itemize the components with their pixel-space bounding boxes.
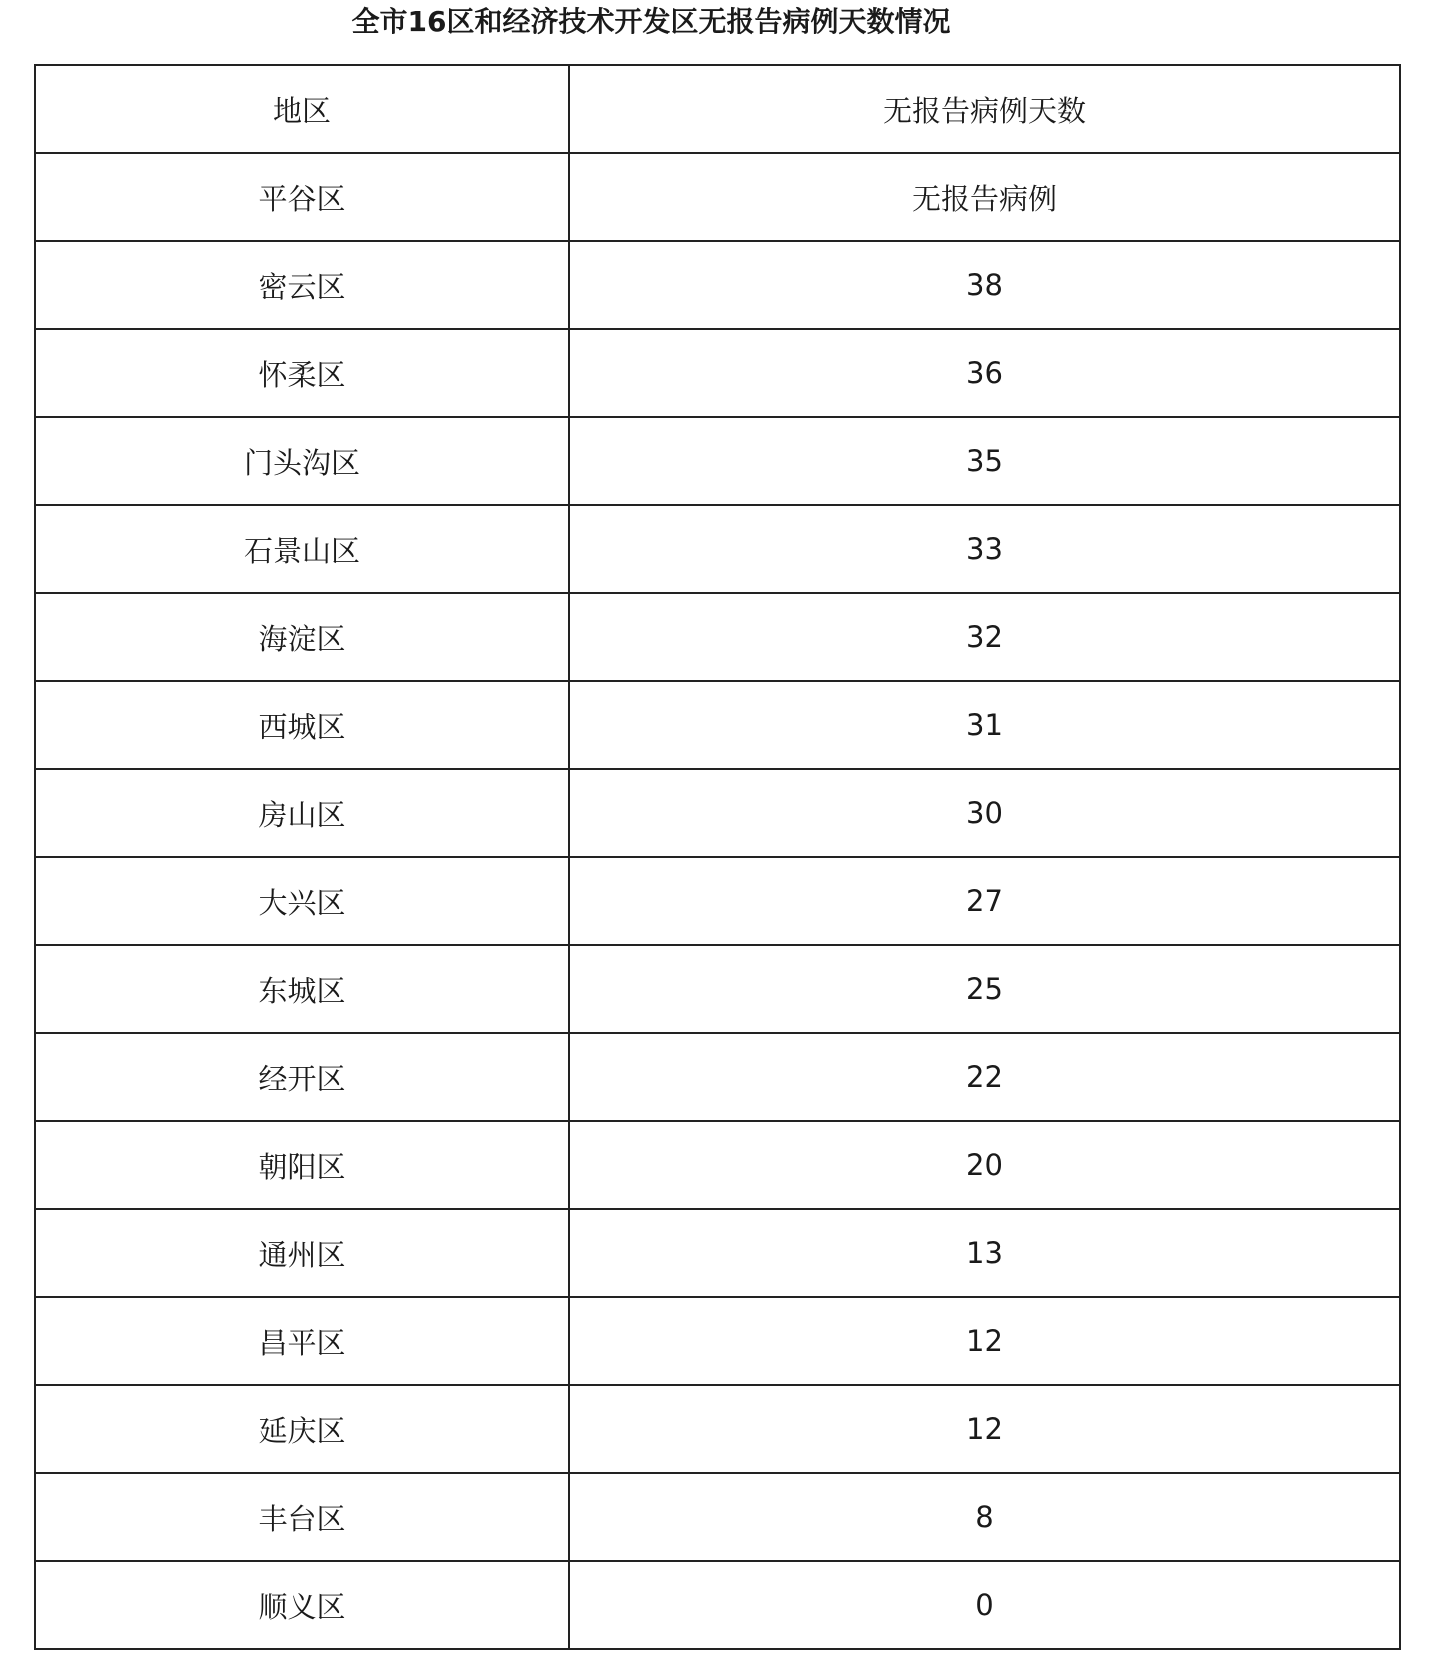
cell-region: 房山区 xyxy=(35,769,569,857)
cell-days: 38 xyxy=(569,241,1400,329)
table-header-row xyxy=(35,65,1400,153)
table-row xyxy=(35,241,1400,329)
cell-region: 平谷区 xyxy=(35,153,569,241)
data-table xyxy=(34,64,1401,1650)
table-row xyxy=(35,1033,1400,1121)
cell-region: 延庆区 xyxy=(35,1385,569,1473)
table-row xyxy=(35,1121,1400,1209)
cell-region: 丰台区 xyxy=(35,1473,569,1561)
cell-region: 西城区 xyxy=(35,681,569,769)
table-row xyxy=(35,945,1400,1033)
cell-days: 8 xyxy=(569,1473,1400,1561)
cell-days: 30 xyxy=(569,769,1400,857)
cell-region: 怀柔区 xyxy=(35,329,569,417)
cell-region: 门头沟区 xyxy=(35,417,569,505)
table-row xyxy=(35,1209,1400,1297)
cell-days: 12 xyxy=(569,1297,1400,1385)
page-title: 全市16区和经济技术开发区无报告病例天数情况 xyxy=(351,5,951,38)
table-row xyxy=(35,1561,1400,1649)
cell-region: 石景山区 xyxy=(35,505,569,593)
cell-days: 32 xyxy=(569,593,1400,681)
cell-region: 朝阳区 xyxy=(35,1121,569,1209)
table-row xyxy=(35,505,1400,593)
cell-days: 35 xyxy=(569,417,1400,505)
table-row xyxy=(35,1473,1400,1561)
table-row xyxy=(35,593,1400,681)
cell-days: 无报告病例 xyxy=(569,153,1400,241)
cell-days: 25 xyxy=(569,945,1400,1033)
table-body xyxy=(35,65,1400,1649)
cell-days: 22 xyxy=(569,1033,1400,1121)
cell-days: 36 xyxy=(569,329,1400,417)
table-row xyxy=(35,769,1400,857)
table-row xyxy=(35,153,1400,241)
table-row xyxy=(35,329,1400,417)
cell-days: 0 xyxy=(569,1561,1400,1649)
table-row xyxy=(35,1297,1400,1385)
header-cell-days: 无报告病例天数 xyxy=(569,65,1400,153)
cell-region: 通州区 xyxy=(35,1209,569,1297)
cell-region: 经开区 xyxy=(35,1033,569,1121)
cell-region: 东城区 xyxy=(35,945,569,1033)
header-cell-region: 地区 xyxy=(35,65,569,153)
cell-region: 大兴区 xyxy=(35,857,569,945)
cell-days: 27 xyxy=(569,857,1400,945)
cell-region: 顺义区 xyxy=(35,1561,569,1649)
cell-days: 13 xyxy=(569,1209,1400,1297)
cell-region: 昌平区 xyxy=(35,1297,569,1385)
cell-days: 33 xyxy=(569,505,1400,593)
cell-days: 12 xyxy=(569,1385,1400,1473)
table-row xyxy=(35,857,1400,945)
table-row xyxy=(35,681,1400,769)
cell-days: 20 xyxy=(569,1121,1400,1209)
cell-region: 密云区 xyxy=(35,241,569,329)
cell-days: 31 xyxy=(569,681,1400,769)
cell-region: 海淀区 xyxy=(35,593,569,681)
table-row xyxy=(35,417,1400,505)
table-row xyxy=(35,1385,1400,1473)
